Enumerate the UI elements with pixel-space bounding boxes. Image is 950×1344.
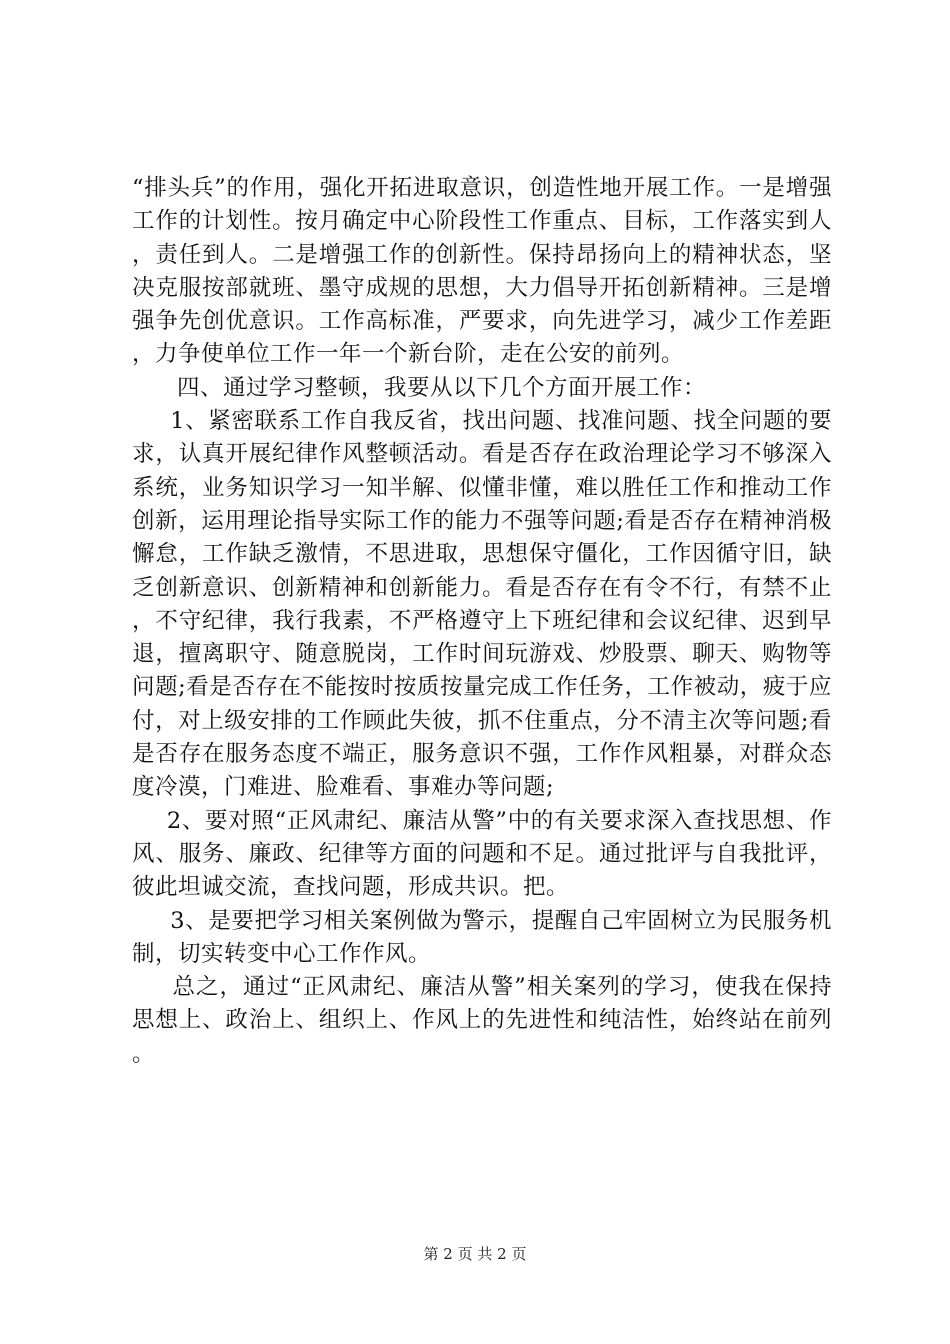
document-body xyxy=(132,172,832,1071)
paragraph-item-3: 3、是要把学习相关案例做为警示，提醒自己牢固树立为民服务机制，切实转变中心工作作风。 xyxy=(132,907,832,967)
page-number-footer: 第 2 页 共 2 页 xyxy=(423,1245,527,1263)
paragraph-item-1: 1、紧密联系工作自我反省，找出问题、找准问题、找全问题的要求，认真开展纪律作风整顿活动。看是否存在政治理论学习不够深入系统，业务知识学习一知半解、似懂非懂，难以胜任工作和推动工作创新，运用理论指导实际工作的能力不强等问题;看是否存在精神消极懈怠，工作缺乏激情，不思进取，思想保守僵化，工作因循守旧，缺乏创新意识、创新精神和创新能力。看是否存在有令不行，有禁不止，不守纪律，我行我素，不严格遵守上下班纪律和会议纪律、迟到早退，擅离职守、随意脱岗，工作时间玩游戏、炒股票、聊天、购物等问题;看是否存在不能按时按质按量完成工作任务，工作被动，疲于应付，对上级安排的工作顾此失彼，抓不住重点，分不清主次等问题;看是否存在服务态度不端正，服务意识不强，工作作风粗暴，对群众态度冷漠，门难进、脸难看、事难办等问题; xyxy=(132,408,832,801)
paragraph-conclusion: 总之，通过“正风肃纪、廉洁从警”相关案列的学习，使我在保持思想上、政治上、组织上、作风上的先进性和纯洁性，始终站在前列。 xyxy=(132,974,832,1067)
paragraph-section-four-heading: 四、通过学习整顿，我要从以下几个方面开展工作： xyxy=(177,374,707,401)
paragraph-item-2: 2、要对照“正风肃纪、廉洁从警”中的有关要求深入查找思想、作风、服务、廉政、纪律等方面的问题和不足。通过批评与自我批评，彼此坦诚交流，查找问题，形成共识。把。 xyxy=(132,807,832,901)
paragraph-continued: “排头兵”的作用，强化开拓进取意识，创造性地开展工作。一是增强工作的计划性。按月确定中心阶段性工作重点、目标，工作落实到人，责任到人。二是增强工作的创新性。保持昂扬向上的精神状态，坚决克服按部就班、墨守成规的思想，大力倡导开拓创新精神。三是增强争先创优意识。工作高标准，严要求，向先进学习，减少工作差距，力争使单位工作一年一个新台阶，走在公安的前列。 xyxy=(132,175,832,368)
